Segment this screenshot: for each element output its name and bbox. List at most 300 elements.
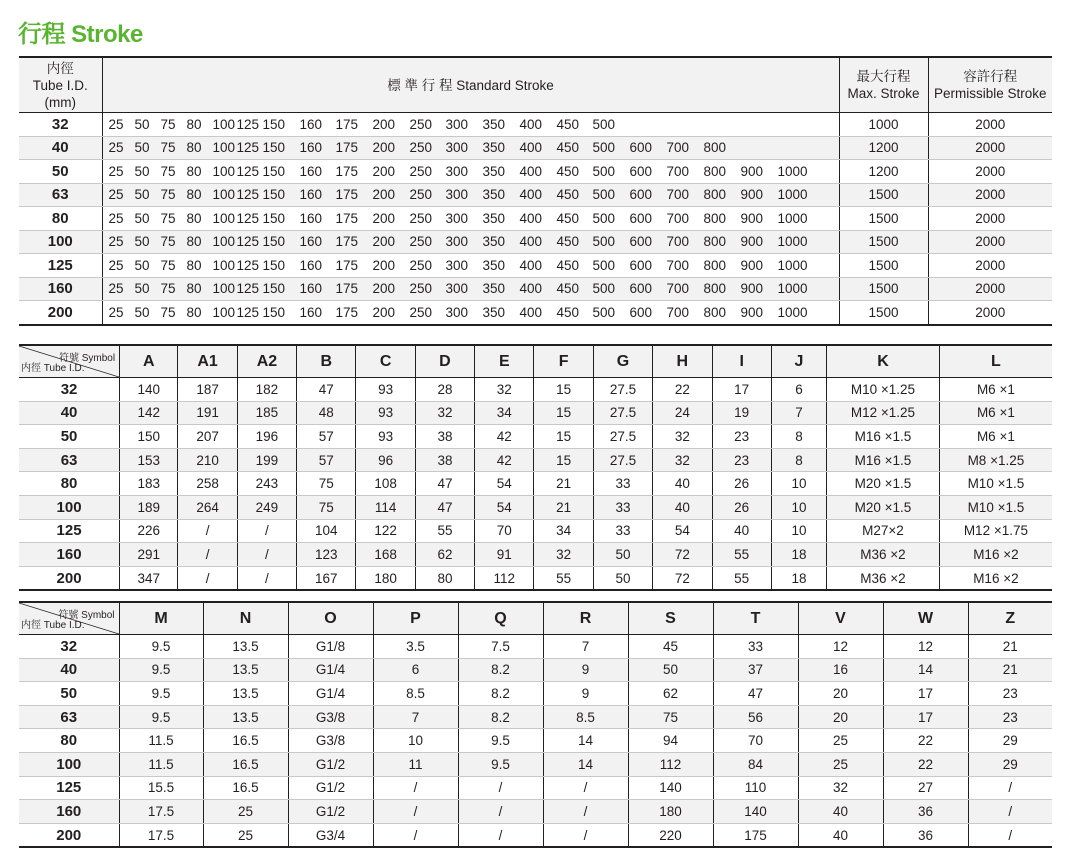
dimension-cell: / [237,566,296,590]
stroke-value: 25 [108,257,124,273]
dimension-cell: 32 [475,378,534,402]
stroke-value: 600 [629,210,653,226]
dimension-cell: 183 [120,472,178,496]
stroke-value: 50 [134,304,150,320]
tube-id-cell: 40 [19,401,120,425]
table-row [19,495,1052,519]
max-stroke-cell: 1500 [839,230,928,254]
column-header: A [120,345,178,378]
dimension-cell: 55 [712,543,771,567]
stroke-value: 125 [236,281,260,297]
stroke-value: 100 [212,304,236,320]
stroke-value: 75 [160,187,176,203]
dimension-cell: 21 [968,658,1052,682]
dimension-cell: / [458,800,543,824]
dimension-cell: 28 [415,378,474,402]
dimension-cell: M12 ×1.75 [939,519,1052,543]
stroke-value: 25 [108,210,124,226]
stroke-value: 800 [703,304,727,320]
stroke-value: 250 [409,187,433,203]
dimension-cell: / [178,566,237,590]
dimension-cell: 55 [712,566,771,590]
dimension-cell: 55 [415,519,474,543]
tube-id-cell: 80 [19,472,120,496]
stroke-value: 200 [372,281,396,297]
dimension-cell: M16 ×2 [939,566,1052,590]
column-header: S [628,602,713,635]
dimension-cell: 24 [653,401,712,425]
stroke-value: 80 [186,187,202,203]
dimension-cell: 11.5 [119,729,203,753]
column-header: G [593,345,652,378]
standard-stroke-list [102,136,839,160]
stroke-value: 300 [445,116,469,132]
dimension-cell: 140 [120,378,178,402]
stroke-value: 500 [592,116,616,132]
dimension-cell: 47 [415,472,474,496]
column-header: A1 [178,345,237,378]
dimension-cell: 347 [120,566,178,590]
stroke-value: 125 [236,116,260,132]
dimension-cell: 40 [712,519,771,543]
permissible-stroke-cell: 2000 [928,230,1052,254]
stroke-value: 175 [335,304,359,320]
dimension-cell: 25 [798,729,883,753]
stroke-value: 500 [592,163,616,179]
dimension-cell: 108 [356,472,415,496]
standard-stroke-header: 標 準 行 程 Standard Stroke [102,57,839,113]
stroke-value: 600 [629,140,653,156]
stroke-value: 80 [186,304,202,320]
dimension-cell: 189 [120,495,178,519]
table-row [19,301,1052,325]
stroke-value: 50 [134,281,150,297]
column-header: V [798,602,883,635]
dimension-cell: 40 [653,495,712,519]
standard-stroke-list [102,207,839,231]
tube-id-cell: 63 [19,705,119,729]
tube-id-cell: 160 [19,543,120,567]
dimension-cell: / [373,823,458,847]
dimension-cell: 9.5 [119,682,203,706]
stroke-value: 700 [666,234,690,250]
stroke-value: 400 [519,234,543,250]
dimension-cell: 13.5 [203,658,288,682]
tube-id-cell: 32 [19,635,119,659]
dimension-cell: / [373,776,458,800]
stroke-value: 25 [108,234,124,250]
stroke-value: 800 [703,140,727,156]
dimension-cell: 23 [712,448,771,472]
table-row [19,136,1052,160]
dimension-cell: 54 [475,472,534,496]
stroke-value: 1000 [777,304,808,320]
standard-stroke-list [102,160,839,184]
tube-id-cell: 125 [19,254,102,278]
column-header: C [356,345,415,378]
dimension-cell: 220 [628,823,713,847]
dimension-cell: 8.5 [543,705,628,729]
dimension-cell: 15 [534,448,593,472]
table-row [19,160,1052,184]
stroke-value: 400 [519,116,543,132]
dimension-cell: 210 [178,448,237,472]
stroke-value: 100 [212,257,236,273]
dimension-cell: 55 [534,566,593,590]
stroke-value [778,117,818,132]
stroke-value: 200 [372,163,396,179]
stroke-value: 160 [299,281,323,297]
stroke-value: 125 [236,304,260,320]
stroke-value: 900 [740,187,764,203]
table-row [19,682,1052,706]
stroke-value: 100 [212,234,236,250]
table-row [19,705,1052,729]
dimension-cell: 17 [712,378,771,402]
table-row [19,378,1052,402]
dimension-cell: 17.5 [119,800,203,824]
stroke-value: 700 [666,140,690,156]
stroke-value: 75 [160,257,176,273]
column-header: N [203,602,288,635]
dimension-cell: 75 [297,495,356,519]
dimension-cell: 142 [120,401,178,425]
dimension-cell: / [237,519,296,543]
stroke-value [667,117,704,132]
tube-id-cell: 80 [19,729,119,753]
stroke-value: 700 [666,187,690,203]
stroke-value: 50 [134,187,150,203]
column-header: W [883,602,968,635]
dimension-cell: M10 ×1.5 [939,495,1052,519]
dimension-cell: 8 [771,448,826,472]
dimension-cell: 47 [297,378,356,402]
max-stroke-header: 最大行程 Max. Stroke [839,57,928,113]
stroke-value: 200 [372,304,396,320]
dimension-cell: 40 [798,823,883,847]
permissible-stroke-cell: 2000 [928,160,1052,184]
column-header: P [373,602,458,635]
dimension-cell: 182 [237,378,296,402]
tube-id-label: 内徑 Tube I.D. [21,620,85,631]
stroke-value: 160 [299,116,323,132]
dimension-cell: 32 [653,448,712,472]
permissible-stroke-cell: 2000 [928,301,1052,325]
stroke-value: 100 [212,281,236,297]
stroke-value: 200 [372,257,396,273]
dimension-cell: M16 ×1.5 [827,425,940,449]
standard-stroke-list [102,277,839,301]
dimension-cell: 32 [415,401,474,425]
table-row [19,635,1052,659]
stroke-value: 400 [519,304,543,320]
dimension-cell: M6 ×1 [939,378,1052,402]
dimension-cell: M16 ×2 [939,543,1052,567]
stroke-value: 300 [445,257,469,273]
symbol-tube-id-corner [19,602,119,635]
dimension-cell: 6 [373,658,458,682]
stroke-value: 75 [160,140,176,156]
stroke-values [103,211,839,226]
dimension-cell: 21 [534,495,593,519]
dimension-cell: 175 [713,823,798,847]
stroke-value: 900 [740,163,764,179]
dimension-cell: 16.5 [203,776,288,800]
dimension-cell: 62 [415,543,474,567]
dimension-cell: 72 [653,543,712,567]
dimension-cell: 40 [653,472,712,496]
stroke-value [704,117,741,132]
table-row [19,776,1052,800]
dimension-cell: M10 ×1.5 [939,472,1052,496]
stroke-value: 25 [108,281,124,297]
dimension-cell: 23 [968,682,1052,706]
dimension-cell: 12 [883,635,968,659]
dimension-cell: 8.5 [373,682,458,706]
stroke-value: 75 [160,281,176,297]
dimension-cell: 84 [713,752,798,776]
stroke-value: 80 [186,140,202,156]
stroke-value: 150 [262,304,286,320]
stroke-value: 160 [299,257,323,273]
stroke-value: 450 [556,163,580,179]
stroke-value: 150 [262,257,286,273]
dimension-cell: / [543,776,628,800]
stroke-value: 25 [108,163,124,179]
stroke-value: 300 [445,163,469,179]
dimension-cell: 7.5 [458,635,543,659]
stroke-table-header [19,57,1052,113]
standard-stroke-table [19,56,1052,326]
dimension-cell: 27.5 [593,448,652,472]
dimension-cell: 8.2 [458,705,543,729]
stroke-value: 175 [335,210,359,226]
dimension-cell: 14 [883,658,968,682]
stroke-value: 1000 [777,163,808,179]
dimension-cell: 291 [120,543,178,567]
dimension-cell: 15.5 [119,776,203,800]
stroke-value: 125 [236,163,260,179]
dimension-cell: / [968,776,1052,800]
dimension-cell: 168 [356,543,415,567]
stroke-value: 80 [186,234,202,250]
dimension-cell: 10 [373,729,458,753]
dimension-cell: / [373,800,458,824]
dimension-cell: 38 [415,425,474,449]
dimension-cell: 114 [356,495,415,519]
dimension-cell: 196 [237,425,296,449]
dimension-cell: 9.5 [458,752,543,776]
dimension-cell: 153 [120,448,178,472]
table-row [19,113,1052,137]
dimension-cell: 21 [968,635,1052,659]
dimension-cell: 110 [713,776,798,800]
stroke-value: 1000 [777,210,808,226]
dimension-cell: 42 [475,448,534,472]
tube-id-cell: 63 [19,448,120,472]
stroke-value: 100 [212,210,236,226]
stroke-value: 350 [482,187,506,203]
dimension-cell: 7 [373,705,458,729]
dimension-cell: 11 [373,752,458,776]
dimension-cell: 19 [712,401,771,425]
dimension-cell: 23 [968,705,1052,729]
dimension-cell: 13.5 [203,682,288,706]
dimension-cell: 16.5 [203,729,288,753]
dimension-cell: 54 [475,495,534,519]
stroke-value: 150 [262,140,286,156]
stroke-value: 800 [703,163,727,179]
stroke-value: 900 [740,281,764,297]
dimension-cell: M6 ×1 [939,425,1052,449]
stroke-value: 450 [556,187,580,203]
stroke-value: 400 [519,281,543,297]
stroke-value: 250 [409,257,433,273]
dimension-cell: 25 [798,752,883,776]
stroke-value: 160 [299,304,323,320]
dimension-cell: / [968,800,1052,824]
stroke-value: 25 [108,140,124,156]
stroke-value: 250 [409,210,433,226]
stroke-value: 80 [186,281,202,297]
stroke-value: 150 [262,187,286,203]
dimension-cell: 93 [356,401,415,425]
dimension-cell: M16 ×1.5 [827,448,940,472]
stroke-value: 900 [740,210,764,226]
dimension-cell: / [543,823,628,847]
table-row [19,183,1052,207]
stroke-value: 125 [236,257,260,273]
dimension-cell: M12 ×1.25 [827,401,940,425]
stroke-value: 350 [482,234,506,250]
dimension-cell: 243 [237,472,296,496]
tube-id-cell: 40 [19,136,102,160]
dimension-cell: 9.5 [119,705,203,729]
stroke-value: 160 [299,140,323,156]
dimension-cell: 6 [771,378,826,402]
dimension-cell: 22 [653,378,712,402]
stroke-value: 100 [212,140,236,156]
stroke-value: 175 [335,187,359,203]
stroke-value: 300 [445,187,469,203]
stroke-value: 75 [160,210,176,226]
stroke-value: 75 [160,116,176,132]
dimension-cell: 26 [712,472,771,496]
dimension-cell: 7 [543,635,628,659]
stroke-value: 200 [372,116,396,132]
dimension-cell: 15 [534,425,593,449]
stroke-value: 75 [160,163,176,179]
stroke-value: 600 [629,234,653,250]
standard-stroke-list [102,301,839,325]
stroke-value: 25 [108,187,124,203]
dimension-cell: 12 [798,635,883,659]
dimension-cell: 7 [771,401,826,425]
stroke-value: 600 [629,281,653,297]
tube-id-cell: 200 [19,823,119,847]
dimension-cell: 34 [534,519,593,543]
dimension-cell: 104 [297,519,356,543]
dimension-cell: 8 [771,425,826,449]
symbol-tube-id-corner [19,345,120,378]
dimension-cell: G3/4 [288,823,373,847]
stroke-value: 150 [262,234,286,250]
stroke-value: 25 [108,116,124,132]
dimension-cell: 75 [628,705,713,729]
dimension-cell: 8.2 [458,658,543,682]
dimension-cell: G1/2 [288,752,373,776]
dimension-cell: 123 [297,543,356,567]
stroke-value: 80 [186,163,202,179]
stroke-value: 75 [160,234,176,250]
tube-id-cell: 50 [19,160,102,184]
table-row [19,543,1052,567]
tube-id-header: 内徑 Tube I.D. (mm) [19,57,102,113]
table-row [19,254,1052,278]
stroke-value: 160 [299,187,323,203]
tube-id-cell: 50 [19,682,119,706]
dimension-cell: 25 [203,823,288,847]
dimension-cell: 185 [237,401,296,425]
table-row [19,277,1052,301]
dimension-cell: 14 [543,729,628,753]
stroke-value: 150 [262,163,286,179]
stroke-value [741,140,778,155]
table-row [19,823,1052,847]
stroke-value: 150 [262,210,286,226]
stroke-value: 80 [186,210,202,226]
dimension-cell: 93 [356,425,415,449]
dimension-cell: 94 [628,729,713,753]
stroke-value: 175 [335,234,359,250]
dimension-cell: 199 [237,448,296,472]
dimension-cell: 167 [297,566,356,590]
dimension-cell: 32 [653,425,712,449]
stroke-value: 80 [186,116,202,132]
dimension-cell: 48 [297,401,356,425]
stroke-values [103,187,839,202]
table-row [19,519,1052,543]
dimension-cell: 180 [356,566,415,590]
stroke-value: 450 [556,281,580,297]
stroke-value: 250 [409,234,433,250]
stroke-value: 50 [134,116,150,132]
tube-id-cell: 200 [19,301,102,325]
tube-id-cell: 100 [19,495,120,519]
max-stroke-cell: 1500 [839,207,928,231]
dimension-cell: 10 [771,519,826,543]
dimension-cell: 37 [713,658,798,682]
stroke-value: 600 [629,187,653,203]
dimension-cell: / [237,543,296,567]
dimension-cell: 33 [593,519,652,543]
tube-id-cell: 32 [19,113,102,137]
stroke-value: 300 [445,281,469,297]
symbol-label: 符號 Symbol [58,353,116,364]
dimension-cell: M20 ×1.5 [827,472,940,496]
column-header: D [415,345,474,378]
table-row [19,401,1052,425]
tube-id-cell: 100 [19,230,102,254]
column-header: B [297,345,356,378]
stroke-value: 150 [262,116,286,132]
stroke-value: 160 [299,163,323,179]
dimension-table-header [19,345,1052,378]
dimension-cell: 96 [356,448,415,472]
stroke-value: 200 [372,210,396,226]
dimension-cell: 18 [771,543,826,567]
stroke-value: 450 [556,304,580,320]
